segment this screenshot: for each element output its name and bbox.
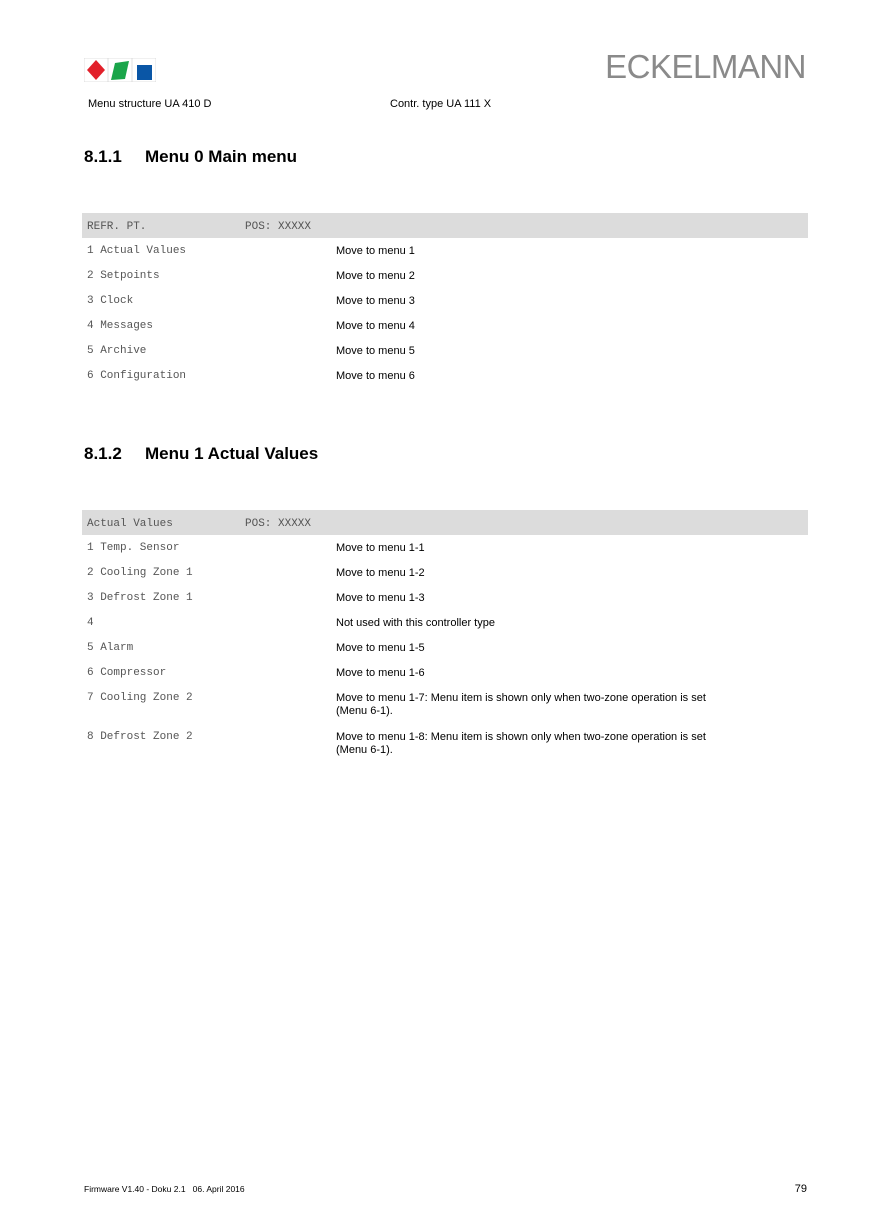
section-title: Menu 1 Actual Values: [145, 444, 319, 463]
section-title: Menu 0 Main menu: [145, 147, 298, 166]
menu-row: [82, 660, 808, 685]
menu-item: 6 Compressor: [87, 667, 167, 679]
menu-row: [82, 313, 808, 338]
company-logo: [84, 58, 156, 82]
display-title: REFR. PT.: [87, 221, 147, 233]
section-number: 8.1.2: [84, 444, 122, 463]
menu-description: Move to menu 1-7: Menu item is shown only when two-zone operation is set (Menu 6-1).: [336, 692, 706, 717]
menu-description: Move to menu 1-3: [336, 592, 425, 604]
menu-row: [82, 238, 808, 263]
section-heading: [84, 444, 318, 464]
menu-item: 2 Setpoints: [87, 270, 160, 282]
menu-row: [82, 635, 808, 660]
page-number: 79: [794, 1183, 807, 1195]
menu-table: [82, 213, 808, 388]
menu-table-header: [82, 213, 808, 238]
menu-row: [82, 263, 808, 288]
header-document-title: Menu structure UA 410 D: [88, 98, 212, 110]
footer-version: Firmware V1.40 - Doku 2.1 06. April 2016: [84, 1184, 245, 1194]
menu-table: [82, 510, 808, 763]
menu-description: Move to menu 1-6: [336, 667, 425, 679]
menu-description: Move to menu 1-2: [336, 567, 425, 579]
menu-item: 7 Cooling Zone 2: [87, 692, 193, 704]
menu-description: Move to menu 2: [336, 270, 415, 282]
logo-blue-square: [137, 65, 152, 80]
menu-item: 6 Configuration: [87, 370, 187, 382]
menu-row: [82, 363, 808, 388]
menu-row: [82, 288, 808, 313]
menu-item: 5 Alarm: [87, 642, 134, 654]
menu-item: 4: [87, 617, 94, 629]
header-controller-type: Contr. type UA 111 X: [390, 98, 492, 110]
section-heading: [84, 147, 297, 167]
menu-description: Move to menu 1-8: Menu item is shown only when two-zone operation is set (Menu 6-1).: [336, 731, 706, 756]
menu-description: Move to menu 3: [336, 295, 415, 307]
menu-item: 2 Cooling Zone 1: [87, 567, 193, 579]
menu-row: [82, 685, 808, 724]
menu-row: [82, 724, 808, 763]
menu-description: Move to menu 1-5: [336, 642, 425, 654]
menu-description: Move to menu 5: [336, 345, 415, 357]
menu-row: [82, 338, 808, 363]
menu-item: 1 Actual Values: [87, 245, 187, 257]
menu-description: Move to menu 4: [336, 320, 415, 332]
menu-row: [82, 585, 808, 610]
menu-description: Move to menu 1: [336, 245, 415, 257]
menu-row: [82, 535, 808, 560]
display-pos: POS: XXXXX: [245, 221, 312, 233]
menu-item: 8 Defrost Zone 2: [87, 731, 193, 743]
menu-item: 5 Archive: [87, 345, 147, 357]
menu-table-header: [82, 510, 808, 535]
menu-description: Move to menu 1-1: [336, 542, 425, 554]
menu-item: 1 Temp. Sensor: [87, 542, 180, 554]
menu-item: 4 Messages: [87, 320, 154, 332]
menu-item: 3 Defrost Zone 1: [87, 592, 193, 604]
display-title: Actual Values: [87, 518, 173, 530]
menu-row: [82, 610, 808, 635]
menu-description: Move to menu 6: [336, 370, 415, 382]
menu-description: Not used with this controller type: [336, 617, 495, 629]
display-pos: POS: XXXXX: [245, 518, 312, 530]
menu-row: [82, 560, 808, 585]
brand-wordmark: ECKELMANN: [605, 48, 806, 85]
menu-item: 3 Clock: [87, 295, 134, 307]
section-number: 8.1.1: [84, 147, 122, 166]
